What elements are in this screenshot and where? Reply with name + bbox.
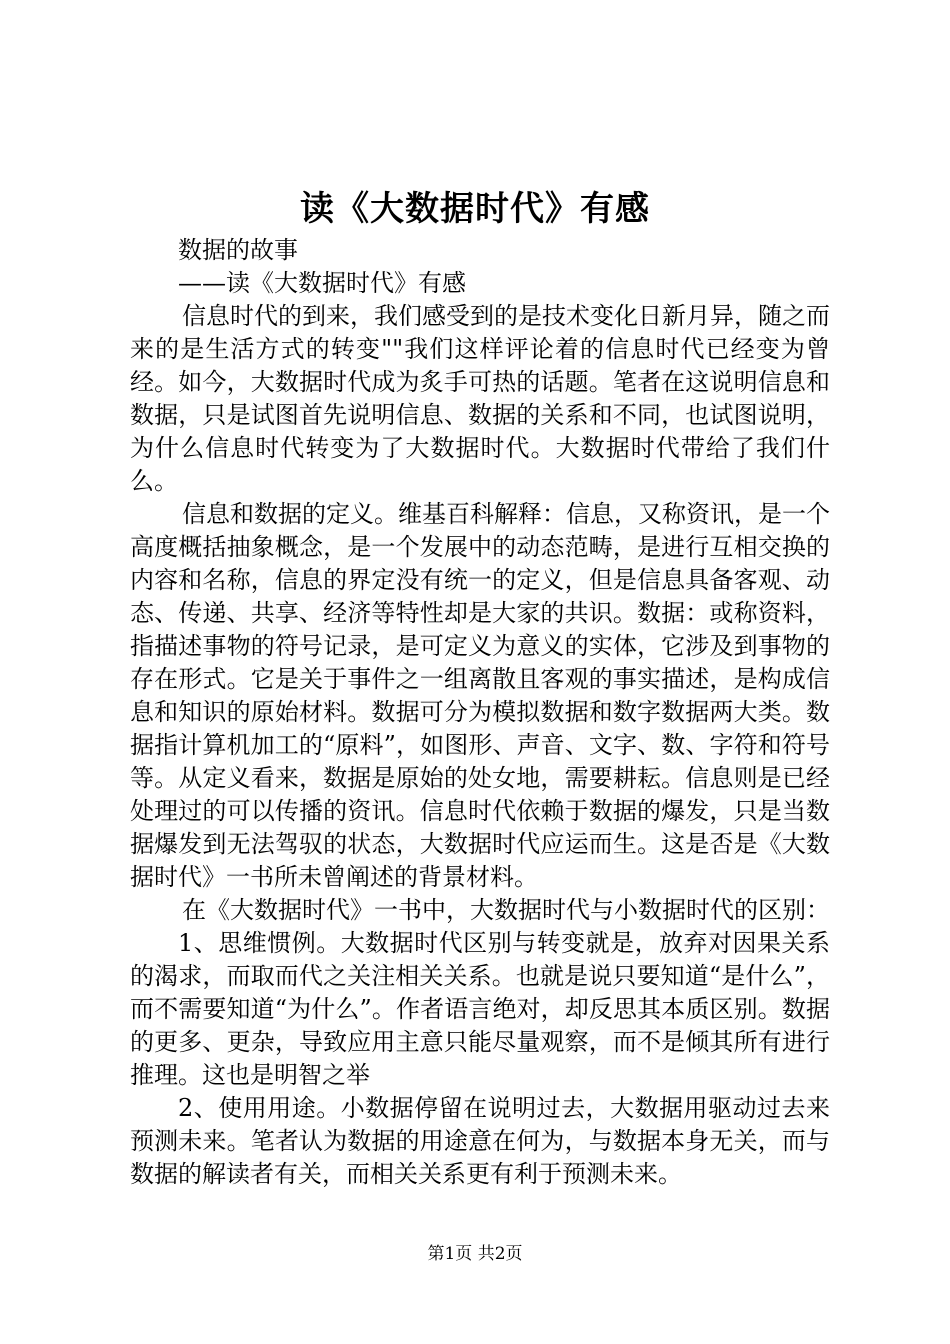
document-title: 读《大数据时代》有感 xyxy=(300,189,650,229)
paragraph-point-2: 2、使用用途。小数据停留在说明过去，大数据用驱动过去来预测未来。笔者认为数据的用途意在何为，与数据本身无关，而与数据的解读者有关，而相关关系更有利于预测未来。 xyxy=(130,1094,830,1188)
document-body xyxy=(130,234,830,1191)
paragraph-subheading: ——读《大数据时代》有感 xyxy=(178,269,466,297)
paragraph-definitions: 信息和数据的定义。维基百科解释：信息，又称资讯，是一个高度概括抽象概念，是一个发展中的动态范畴，是进行互相交换的内容和名称，信息的界定没有统一的定义，但是信息具备客观、动态、传递、共享、经济等特性却是大家的共识。数据：或称资料，指描述事物的符号记录，是可定义为意义的实体，它涉及到事物的存在形式。它是关于事件之一组离散且客观的事实描述，是构成信息和知识的原始材料。数据可分为模拟数据和数字数据两大类。数据指计算机加工的“原料”，如图形、声音、文字、数、字符和符号等。从定义看来，数据是原始的处女地，需要耕耘。信息则是已经处理过的可以传播的资讯。信息时代依赖于数据的爆发，只是当数据爆发到无法驾驭的状态，大数据时代应运而生。这是否是《大数据时代》一书所未曾阐述的背景材料。 xyxy=(130,500,830,891)
paragraph-point-1: 1、思维惯例。大数据时代区别与转变就是，放弃对因果关系的渴求，而取而代之关注相关关系。也就是说只要知道“是什么”，而不需要知道“为什么”。作者语言绝对，却反思其本质区别。数据的更多、更杂，导致应用主意只能尽量观察，而不是倾其所有进行推理。这也是明智之举 xyxy=(130,929,830,1089)
paragraph-differences: 在《大数据时代》一书中，大数据时代与小数据时代的区别： xyxy=(182,896,830,924)
paragraph-heading: 数据的故事 xyxy=(178,236,298,264)
page-footer: 第1页 共2页 xyxy=(427,1244,523,1264)
paragraph-intro: 信息时代的到来，我们感受到的是技术变化日新月异，随之而来的是生活方式的转变""我们这样评论着的信息时代已经变为曾经。如今，大数据时代成为炙手可热的话题。笔者在这说明信息和数据，只是试图首先说明信息、数据的关系和不同，也试图说明，为什么信息时代转变为了大数据时代。大数据时代带给了我们什么。 xyxy=(130,302,830,495)
